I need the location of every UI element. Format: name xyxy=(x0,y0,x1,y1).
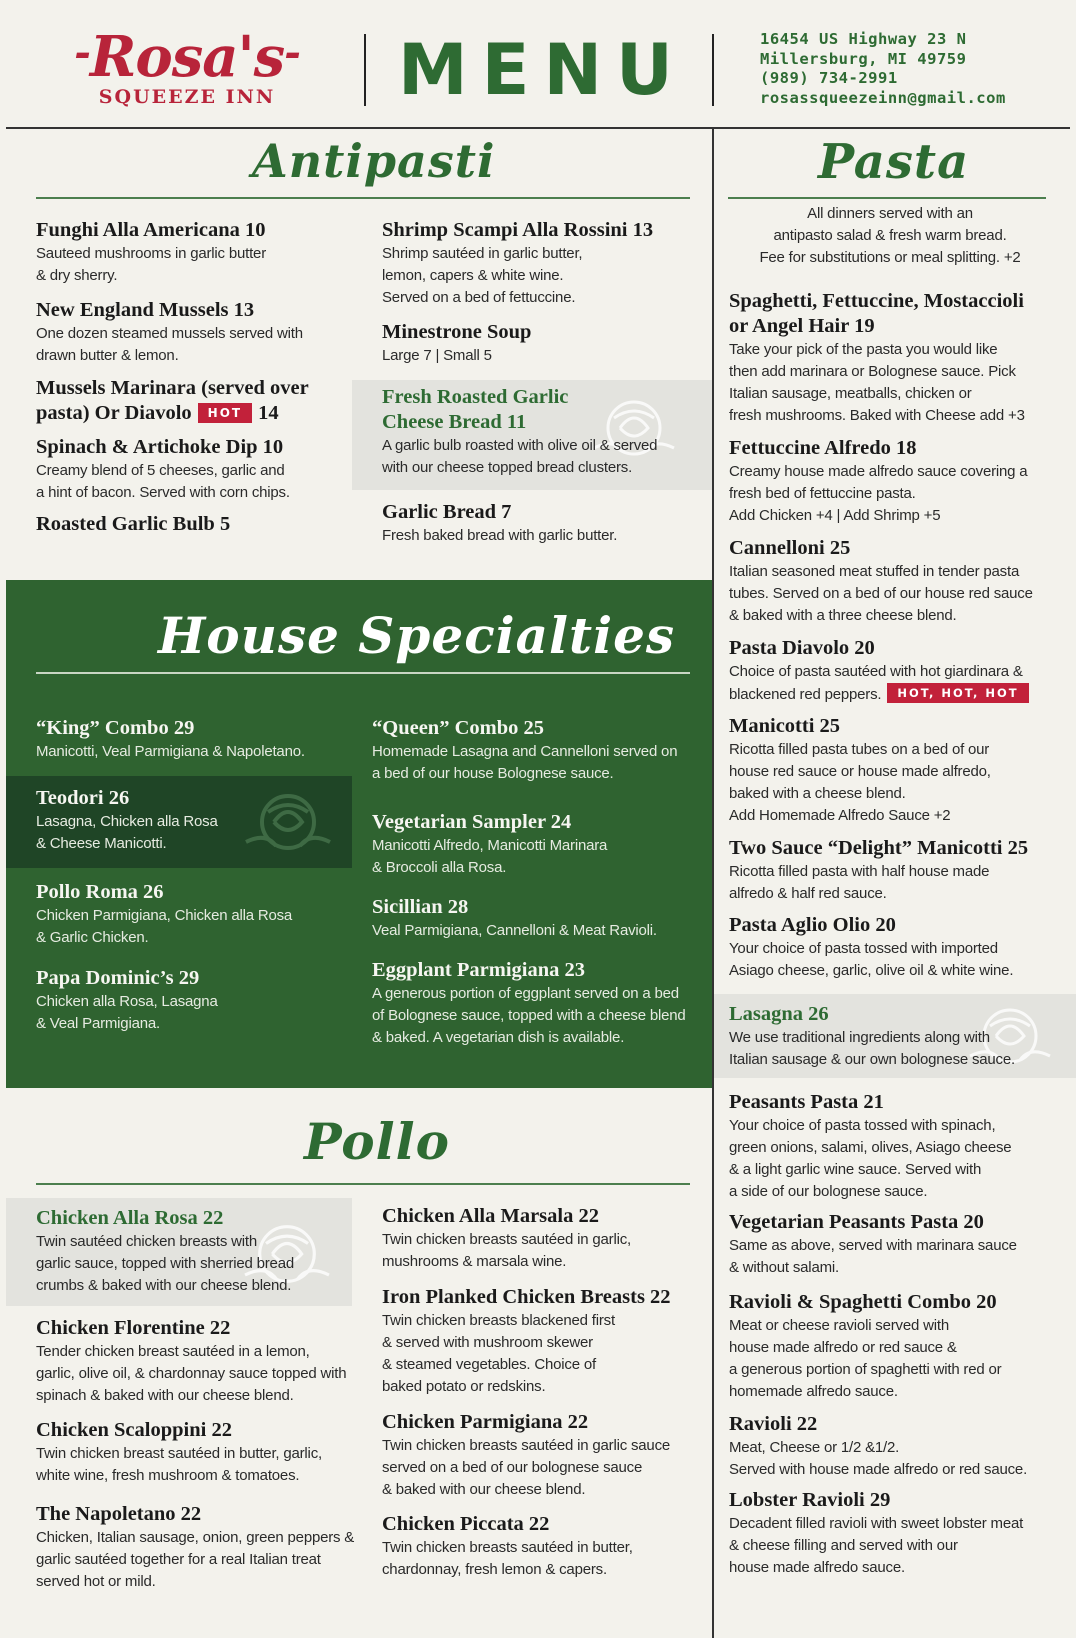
item-name-line: or Angel Hair 19 xyxy=(729,315,875,337)
item-description-line: a bed of our house Bolognese sauce. xyxy=(372,765,614,782)
item-name xyxy=(382,218,653,243)
menu-item-peasants-pasta-21 xyxy=(729,1090,1011,1203)
item-name xyxy=(729,836,1028,861)
item-name-line: “Queen” Combo 25 xyxy=(372,717,544,739)
pollo-rule xyxy=(36,1183,690,1185)
item-description-line: lemon, capers & white wine. xyxy=(382,267,564,284)
item-name-line: Spinach & Artichoke Dip 10 xyxy=(36,436,284,458)
item-description-line: Take your pick of the pasta you would like xyxy=(729,341,998,358)
menu-item-chicken-florentine-22 xyxy=(36,1316,346,1407)
menu-item-lobster-ravioli-29 xyxy=(729,1488,1023,1579)
item-name xyxy=(729,1412,1027,1437)
contact-city: Millersburg, MI 49759 xyxy=(760,49,967,68)
menu-item-pasta-aglio-olio-20 xyxy=(729,913,1013,982)
item-description-line: Meat, Cheese or 1/2 &1/2. xyxy=(729,1439,900,1456)
item-description-line: garlic, olive oil, & chardonnay sauce topped with xyxy=(36,1365,347,1382)
item-description-line: chardonnay, fresh lemon & capers. xyxy=(382,1561,607,1578)
menu-item-garlic-bread-7 xyxy=(382,500,617,547)
item-name-line: Ravioli 22 xyxy=(729,1413,818,1435)
item-description-line: Ricotta filled pasta tubes on a bed of our xyxy=(729,741,990,758)
item-description-line: We use traditional ingredients along with xyxy=(729,1029,990,1046)
item-description-line: served hot or mild. xyxy=(36,1573,156,1590)
item-description-line: a generous portion of spaghetti with red or xyxy=(729,1361,1002,1378)
item-description xyxy=(729,1315,1001,1403)
item-description xyxy=(382,243,653,309)
menu-item-new-england-mussels-13 xyxy=(36,298,303,367)
item-name xyxy=(382,1285,671,1310)
item-description-line: Add Homemade Alfredo Sauce +2 xyxy=(729,807,951,824)
item-description-line: & Broccoli alla Rosa. xyxy=(372,859,507,876)
menu-item-mussels-marinara-served-over-pasta-or-diavolo xyxy=(36,376,309,426)
item-description xyxy=(729,1027,1015,1071)
menu-item-vegetarian-sampler-24 xyxy=(372,810,607,879)
hot-badge: HOT, HOT, HOT xyxy=(887,683,1028,703)
item-name-line: Eggplant Parmigiana 23 xyxy=(372,959,585,981)
menu-item-chicken-parmigiana-22 xyxy=(382,1410,670,1501)
menu-item-fresh-roasted-garlic-cheese-bread-11 xyxy=(382,385,657,479)
logo-name: Rosa's xyxy=(89,24,285,90)
item-description xyxy=(729,561,1033,627)
item-name xyxy=(729,1002,1015,1027)
item-name xyxy=(382,1204,631,1229)
item-description-line: Ricotta filled pasta with half house made xyxy=(729,863,990,880)
item-description-line: tubes. Served on a bed of our house red sauce xyxy=(729,585,1033,602)
item-name xyxy=(382,385,657,435)
item-name-line: pasta) Or Diavolo HOT 14 xyxy=(36,402,279,424)
item-description-line: Served with house made alfredo or red sauce. xyxy=(729,1461,1028,1478)
item-description-line: Your choice of pasta tossed with spinach, xyxy=(729,1117,996,1134)
contact-info xyxy=(760,30,1006,108)
item-name xyxy=(372,716,677,741)
menu-header xyxy=(0,0,1076,128)
menu-item-funghi-alla-americana-10 xyxy=(36,218,266,287)
item-description-line: Shrimp sautéed in garlic butter, xyxy=(382,245,583,262)
contact-address: 16454 US Highway 23 N xyxy=(760,30,967,48)
item-description-line: & a light garlic wine sauce. Served with xyxy=(729,1161,982,1178)
item-name xyxy=(729,536,1033,561)
item-description-line: One dozen steamed mussels served with xyxy=(36,325,303,342)
item-name xyxy=(36,512,230,537)
item-description-line: Chicken alla Rosa, Lasagna xyxy=(36,993,218,1010)
menu-item-spaghetti-fettuccine-mostaccioli-or-angel-hair-19 xyxy=(729,289,1025,427)
item-name xyxy=(382,320,531,345)
pasta-intro-line: Fee for substitutions or meal splitting. +2 xyxy=(759,249,1021,266)
menu-item-vegetarian-peasants-pasta-20 xyxy=(729,1210,1017,1279)
item-description-line: of Bolognese sauce, topped with a cheese blend xyxy=(372,1007,686,1024)
item-description-line: Served on a bed of fettuccine. xyxy=(382,289,576,306)
menu-item-eggplant-parmigiana-23 xyxy=(372,958,686,1049)
item-description-line: a hint of bacon. Served with corn chips. xyxy=(36,484,290,501)
item-description-line: & Cheese Manicotti. xyxy=(36,835,167,852)
item-name-line: Ravioli & Spaghetti Combo 20 xyxy=(729,1291,997,1313)
item-name xyxy=(36,376,309,426)
item-description xyxy=(36,1443,322,1487)
item-description-line: alfredo & half red sauce. xyxy=(729,885,887,902)
menu-item-chicken-scaloppini-22 xyxy=(36,1418,322,1487)
logo-dash-left: - xyxy=(74,29,90,76)
item-description xyxy=(382,525,617,547)
item-description xyxy=(36,323,303,367)
item-description-line: & Garlic Chicken. xyxy=(36,929,149,946)
item-name-line: Roasted Garlic Bulb 5 xyxy=(36,513,231,535)
item-description-line: house red sauce or house made alfredo, xyxy=(729,763,991,780)
item-description xyxy=(729,661,1029,706)
item-description xyxy=(36,1231,294,1297)
item-description xyxy=(36,741,305,763)
item-name-line: Funghi Alla Americana 10 xyxy=(36,219,266,241)
item-description-line: & steamed vegetables. Choice of xyxy=(382,1356,596,1373)
antipasti-rule xyxy=(36,197,690,199)
menu-item-manicotti-25 xyxy=(729,714,991,827)
item-description-line: white wine, fresh mushroom & tomatoes. xyxy=(36,1467,300,1484)
item-description-line: Italian sausage, meatballs, chicken or xyxy=(729,385,972,402)
item-name-line: Manicotti 25 xyxy=(729,715,841,737)
page-title: MENU xyxy=(398,29,687,111)
item-description xyxy=(382,345,531,367)
pasta-intro-line: All dinners served with an xyxy=(807,205,973,222)
item-description-line: then add marinara or Bolognese sauce. Pick xyxy=(729,363,1016,380)
pasta-rule xyxy=(728,197,1046,199)
item-description-line: Creamy blend of 5 cheeses, garlic and xyxy=(36,462,285,479)
item-name xyxy=(382,1512,633,1537)
item-description xyxy=(382,1310,671,1398)
item-description-line: Decadent filled ravioli with sweet lobster meat xyxy=(729,1515,1024,1532)
menu-item-sicillian-28 xyxy=(372,895,657,942)
item-name-line: The Napoletano 22 xyxy=(36,1503,202,1525)
item-description-line: Creamy house made alfredo sauce covering a xyxy=(729,463,1028,480)
item-description-line: Twin chicken breasts blackened first xyxy=(382,1312,615,1329)
house-specialties-rule xyxy=(36,672,690,674)
menu-item-fettuccine-alfredo-18 xyxy=(729,436,1027,527)
item-name xyxy=(36,1418,322,1443)
item-description-line: Lasagna, Chicken alla Rosa xyxy=(36,813,218,830)
item-description xyxy=(36,1527,354,1593)
item-description-line: garlic sauce, topped with sherried bread xyxy=(36,1255,294,1272)
item-description-line: & baked with our cheese blend. xyxy=(382,1481,586,1498)
item-name xyxy=(36,1206,294,1231)
item-name-line: Garlic Bread 7 xyxy=(382,501,512,523)
item-name-line: Pollo Roma 26 xyxy=(36,881,164,903)
item-description xyxy=(372,835,607,879)
item-description xyxy=(36,905,292,949)
item-name xyxy=(729,1090,1011,1115)
house-specialties-title: House Specialties xyxy=(158,606,676,665)
menu-item-pasta-diavolo-20 xyxy=(729,636,1029,706)
item-name-line: Chicken Alla Rosa 22 xyxy=(36,1207,224,1229)
item-description-line: Asiago cheese, garlic, olive oil & white wine. xyxy=(729,962,1014,979)
logo-subtitle: SQUEEZE INN xyxy=(98,86,276,108)
item-name-line: Fresh Roasted Garlic xyxy=(382,386,569,408)
item-name-line: Cheese Bread 11 xyxy=(382,411,527,433)
item-description-line: Meat or cheese ravioli served with xyxy=(729,1317,949,1334)
item-description-line: & dry sherry. xyxy=(36,267,118,284)
item-name-line: Cannelloni 25 xyxy=(729,537,851,559)
item-description-line: Twin chicken breasts sautéed in garlic, xyxy=(382,1231,631,1248)
item-name xyxy=(372,810,607,835)
item-name xyxy=(36,716,305,741)
item-description-line: Same as above, served with marinara sauce xyxy=(729,1237,1017,1254)
menu-item-chicken-alla-marsala-22 xyxy=(382,1204,631,1273)
item-description-line: Manicotti, Veal Parmigiana & Napoletano. xyxy=(36,743,305,760)
item-description xyxy=(372,983,686,1049)
item-description-line: Chicken, Italian sausage, onion, green peppers & xyxy=(36,1529,355,1546)
item-name xyxy=(36,966,218,991)
menu-item-iron-planked-chicken-breasts-22 xyxy=(382,1285,671,1398)
item-description-line: blackened red peppers. HOT, HOT, HOT xyxy=(729,683,1029,706)
menu-item-the-napoletano-22 xyxy=(36,1502,354,1593)
column-divider xyxy=(712,129,714,1638)
item-description-line: served on a bed of our bolognese sauce xyxy=(382,1459,643,1476)
item-description-line: Italian seasoned meat stuffed in tender pasta xyxy=(729,563,1020,580)
pasta-intro-line: antipasto salad & fresh warm bread. xyxy=(773,227,1007,244)
item-description-line: house made alfredo sauce. xyxy=(729,1559,905,1576)
item-name-line: New England Mussels 13 xyxy=(36,299,255,321)
item-name-line: Sicillian 28 xyxy=(372,896,469,918)
item-description-line: green onions, salami, olives, Asiago cheese xyxy=(729,1139,1012,1156)
header-divider-left xyxy=(364,34,366,106)
item-description xyxy=(729,739,991,827)
item-description-line: Tender chicken breast sautéed in a lemon, xyxy=(36,1343,310,1360)
item-name xyxy=(36,218,266,243)
item-description xyxy=(382,1537,633,1581)
item-name-line: Shrimp Scampi Alla Rossini 13 xyxy=(382,219,654,241)
logo xyxy=(72,22,302,112)
item-description xyxy=(729,861,1028,905)
item-price: 14 xyxy=(258,402,279,424)
logo-dash-right: - xyxy=(284,29,300,76)
item-name xyxy=(36,298,303,323)
hot-badge: HOT xyxy=(198,403,252,423)
contact-email[interactable]: rosassqueezeinn@gmail.com xyxy=(760,88,1006,107)
menu-item-papa-dominic-s-29 xyxy=(36,966,218,1035)
item-name-line: Pasta Diavolo 20 xyxy=(729,637,875,659)
item-description-line: A garlic bulb roasted with olive oil & served xyxy=(382,437,658,454)
item-description xyxy=(36,243,266,287)
item-description-line: baked with a cheese blend. xyxy=(729,785,906,802)
item-name xyxy=(36,435,290,460)
item-name-line: Teodori 26 xyxy=(36,787,130,809)
item-description-line: with our cheese topped bread clusters. xyxy=(382,459,633,476)
item-description xyxy=(729,1235,1017,1279)
pasta-intro xyxy=(716,203,1064,269)
item-description-line: Twin chicken breasts sautéed in butter, xyxy=(382,1539,633,1556)
item-name xyxy=(36,1316,346,1341)
item-name-line: Pasta Aglio Olio 20 xyxy=(729,914,896,936)
item-description-line: Choice of pasta sautéed with hot giardinara & xyxy=(729,663,1023,680)
item-name xyxy=(729,913,1013,938)
menu-item-queen-combo-25 xyxy=(372,716,677,785)
item-description-line: Large 7 | Small 5 xyxy=(382,347,492,364)
item-name-line: Vegetarian Sampler 24 xyxy=(372,811,572,833)
item-description-line: & Veal Parmigiana. xyxy=(36,1015,160,1032)
rose-watermark-icon xyxy=(238,784,338,860)
item-name xyxy=(729,436,1027,461)
item-description xyxy=(382,1229,631,1273)
item-name xyxy=(372,958,686,983)
item-description-line: Twin chicken breast sautéed in butter, garlic, xyxy=(36,1445,322,1462)
item-description xyxy=(36,811,218,855)
item-name xyxy=(382,1410,670,1435)
menu-item-ravioli-spaghetti-combo-20 xyxy=(729,1290,1001,1403)
contact-phone[interactable]: (989) 734-2991 xyxy=(760,69,898,87)
item-description xyxy=(729,1437,1027,1481)
item-name-line: Mussels Marinara (served over xyxy=(36,377,309,399)
item-name xyxy=(729,636,1029,661)
item-name xyxy=(382,500,617,525)
item-name xyxy=(372,895,657,920)
item-description-line: crumbs & baked with our cheese blend. xyxy=(36,1277,292,1294)
item-description xyxy=(372,741,677,785)
item-name-line: Chicken Alla Marsala 22 xyxy=(382,1205,599,1227)
item-name xyxy=(729,1290,1001,1315)
item-name xyxy=(729,1488,1023,1513)
item-name xyxy=(729,714,991,739)
menu-item-cannelloni-25 xyxy=(729,536,1033,627)
item-description-line: Veal Parmigiana, Cannelloni & Meat Ravioli. xyxy=(372,922,657,939)
pollo-title: Pollo xyxy=(304,1112,450,1171)
item-description-line: & served with mushroom skewer xyxy=(382,1334,593,1351)
item-description-line: garlic sautéed together for a real Italian treat xyxy=(36,1551,321,1568)
item-name-line: Chicken Florentine 22 xyxy=(36,1317,231,1339)
item-description-line: Fresh baked bread with garlic butter. xyxy=(382,527,618,544)
item-name xyxy=(729,1210,1017,1235)
header-rule xyxy=(6,127,1070,129)
item-name-line: Iron Planked Chicken Breasts 22 xyxy=(382,1286,671,1308)
item-description xyxy=(729,938,1013,982)
item-description-line: A generous portion of eggplant served on a bed xyxy=(372,985,679,1002)
item-name-line: Fettuccine Alfredo 18 xyxy=(729,437,917,459)
item-description-line: Italian sausage & our own bolognese sauce. xyxy=(729,1051,1015,1068)
menu-item-teodori-26 xyxy=(36,786,218,855)
item-description-line: Homemade Lasagna and Cannelloni served on xyxy=(372,743,678,760)
menu-item-ravioli-22 xyxy=(729,1412,1027,1481)
header-divider-right xyxy=(712,34,714,106)
item-description xyxy=(36,460,290,504)
menu-item-roasted-garlic-bulb-5 xyxy=(36,512,230,537)
item-description-line: & baked. A vegetarian dish is available. xyxy=(372,1029,625,1046)
item-description xyxy=(382,435,657,479)
item-description xyxy=(729,461,1027,527)
antipasti-title: Antipasti xyxy=(252,134,496,188)
item-name-line: Vegetarian Peasants Pasta 20 xyxy=(729,1211,984,1233)
item-name-line: Minestrone Soup xyxy=(382,321,532,343)
menu-item-two-sauce-delight-manicotti-25 xyxy=(729,836,1028,905)
item-name-line: Papa Dominic’s 29 xyxy=(36,967,200,989)
menu-item-lasagna-26 xyxy=(729,1002,1015,1071)
item-description-line: & baked with a three cheese blend. xyxy=(729,607,957,624)
item-name xyxy=(36,786,218,811)
item-name xyxy=(729,289,1025,339)
menu-item-shrimp-scampi-alla-rossini-13 xyxy=(382,218,653,309)
item-description-line: homemade alfredo sauce. xyxy=(729,1383,898,1400)
item-description-line: Add Chicken +4 | Add Shrimp +5 xyxy=(729,507,941,524)
item-name-line: Peasants Pasta 21 xyxy=(729,1091,884,1113)
item-description-line: a side of our bolognese sauce. xyxy=(729,1183,928,1200)
item-description-line: fresh bed of fettuccine pasta. xyxy=(729,485,916,502)
item-name xyxy=(36,1502,354,1527)
item-description-line: Manicotti Alfredo, Manicotti Marinara xyxy=(372,837,608,854)
item-description-line: mushrooms & marsala wine. xyxy=(382,1253,567,1270)
menu-item-chicken-alla-rosa-22 xyxy=(36,1206,294,1297)
item-description-line: spinach & baked with our cheese blend. xyxy=(36,1387,294,1404)
item-description-line: & without salami. xyxy=(729,1259,839,1276)
item-description xyxy=(382,1435,670,1501)
item-name-line: Lobster Ravioli 29 xyxy=(729,1489,891,1511)
item-name-line: Spaghetti, Fettuccine, Mostaccioli xyxy=(729,290,1024,312)
item-name-line: Chicken Parmigiana 22 xyxy=(382,1411,589,1433)
menu-item-minestrone-soup xyxy=(382,320,531,367)
menu-item-spinach-artichoke-dip-10 xyxy=(36,435,290,504)
item-description-line: & cheese filling and served with our xyxy=(729,1537,958,1554)
item-description-line: Twin sautéed chicken breasts with xyxy=(36,1233,258,1250)
menu-item-pollo-roma-26 xyxy=(36,880,292,949)
item-description xyxy=(36,991,218,1035)
item-description-line: house made alfredo or red sauce & xyxy=(729,1339,957,1356)
menu-item-king-combo-29 xyxy=(36,716,305,763)
item-name-line: Chicken Piccata 22 xyxy=(382,1513,550,1535)
pasta-title: Pasta xyxy=(818,134,970,190)
item-name-line: “King” Combo 29 xyxy=(36,717,195,739)
menu-item-chicken-piccata-22 xyxy=(382,1512,633,1581)
item-description xyxy=(372,920,657,942)
item-description-line: fresh mushrooms. Baked with Cheese add +3 xyxy=(729,407,1025,424)
item-description xyxy=(729,1115,1011,1203)
item-description-line: Sauteed mushrooms in garlic butter xyxy=(36,245,266,262)
item-description-line: Chicken Parmigiana, Chicken alla Rosa xyxy=(36,907,293,924)
item-description xyxy=(729,1513,1023,1579)
item-description-line: Your choice of pasta tossed with imported xyxy=(729,940,998,957)
item-description xyxy=(729,339,1025,427)
item-name-line: Chicken Scaloppini 22 xyxy=(36,1419,232,1441)
item-name-line: Two Sauce “Delight” Manicotti 25 xyxy=(729,837,1029,859)
item-description-line: Twin chicken breasts sautéed in garlic sauce xyxy=(382,1437,671,1454)
item-name xyxy=(36,880,292,905)
item-description xyxy=(36,1341,346,1407)
item-description-line: baked potato or redskins. xyxy=(382,1378,546,1395)
item-name-line: Lasagna 26 xyxy=(729,1003,829,1025)
item-description-line: drawn butter & lemon. xyxy=(36,347,179,364)
